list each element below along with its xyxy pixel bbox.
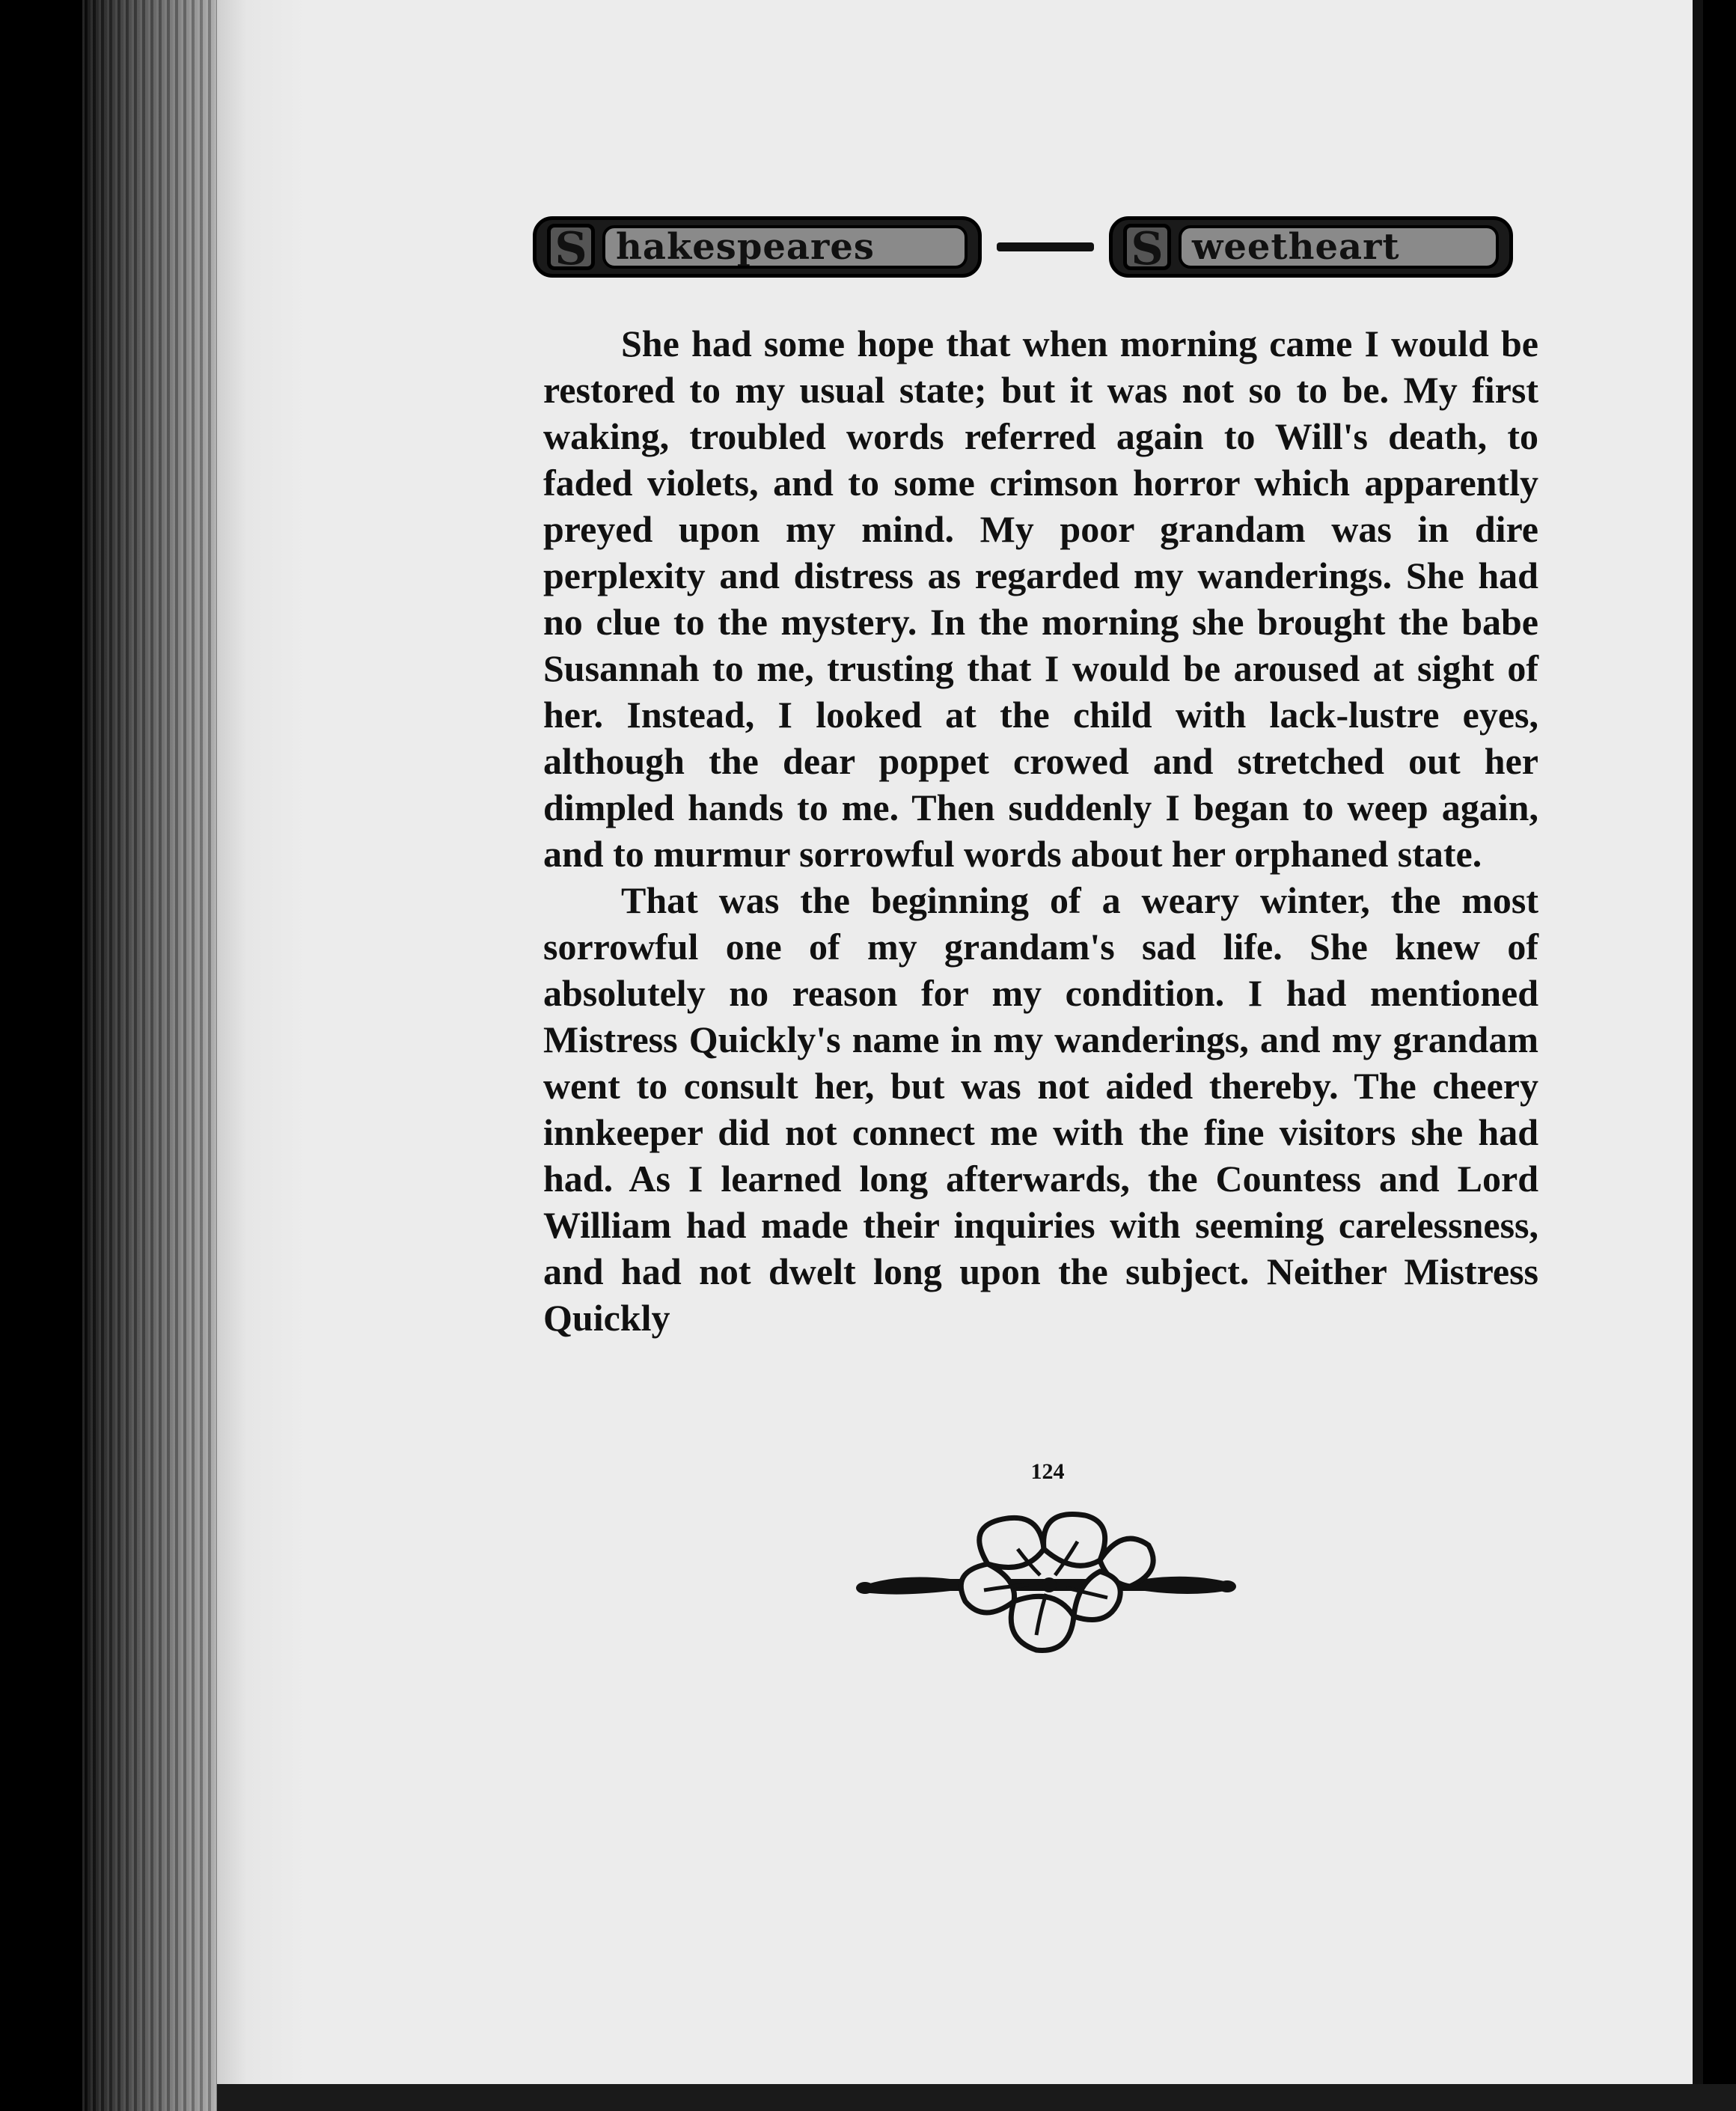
page-bottom-edge bbox=[217, 2084, 1736, 2111]
page-number: 124 bbox=[1030, 1459, 1065, 1484]
paragraph-1: She had some hope that when morning came I would be restored to my usual state; but it was not so to be. My first waking, troubled words referred again to Will's death, to faded violets, and to some crimson horror which apparently preyed upon my mind. My poor grandam was in dire perplexity and distress as regarded my wanderings. She had no clue to the mystery. In the morning she brought the babe Susannah to me, trusting that I would be aroused at sight of her. Instead, I looked at the child with lack-lustre eyes, although the dear poppet crowed and stretched out her dimpled hands to me. Then suddenly I began to weep again, and to murmur sorrowful words about her orphaned state. bbox=[543, 323, 1538, 875]
running-head-left-initial: S bbox=[547, 224, 595, 270]
running-head-right-text: weetheart bbox=[1179, 225, 1499, 269]
running-head-separator bbox=[997, 242, 1094, 251]
running-head bbox=[533, 211, 1528, 283]
running-head-left-plate bbox=[533, 216, 982, 278]
violet-flower-ornament-icon bbox=[853, 1504, 1242, 1654]
book-gutter bbox=[82, 0, 232, 2111]
body-text bbox=[543, 320, 1538, 1341]
running-head-left-text: hakespeares bbox=[602, 225, 968, 269]
page-edge bbox=[1693, 0, 1703, 2084]
running-head-right-initial: S bbox=[1123, 224, 1171, 270]
paragraph-2: That was the beginning of a weary winter, the most sorrowful one of my grandam's sad life. She knew of absolutely no reason for my condition. I had mentioned Mistress Quickly's name in my wanderings, and my grandam went to consult her, but was not aided thereby. The cheery innkeeper did not connect me with the fine visitors she had had. As I learned long afterwards, the Countess and Lord William had made their inquiries with seeming carelessness, and had not dwelt long upon the subject. Neither Mistress Quickly bbox=[543, 879, 1538, 1339]
running-head-right-plate bbox=[1109, 216, 1513, 278]
